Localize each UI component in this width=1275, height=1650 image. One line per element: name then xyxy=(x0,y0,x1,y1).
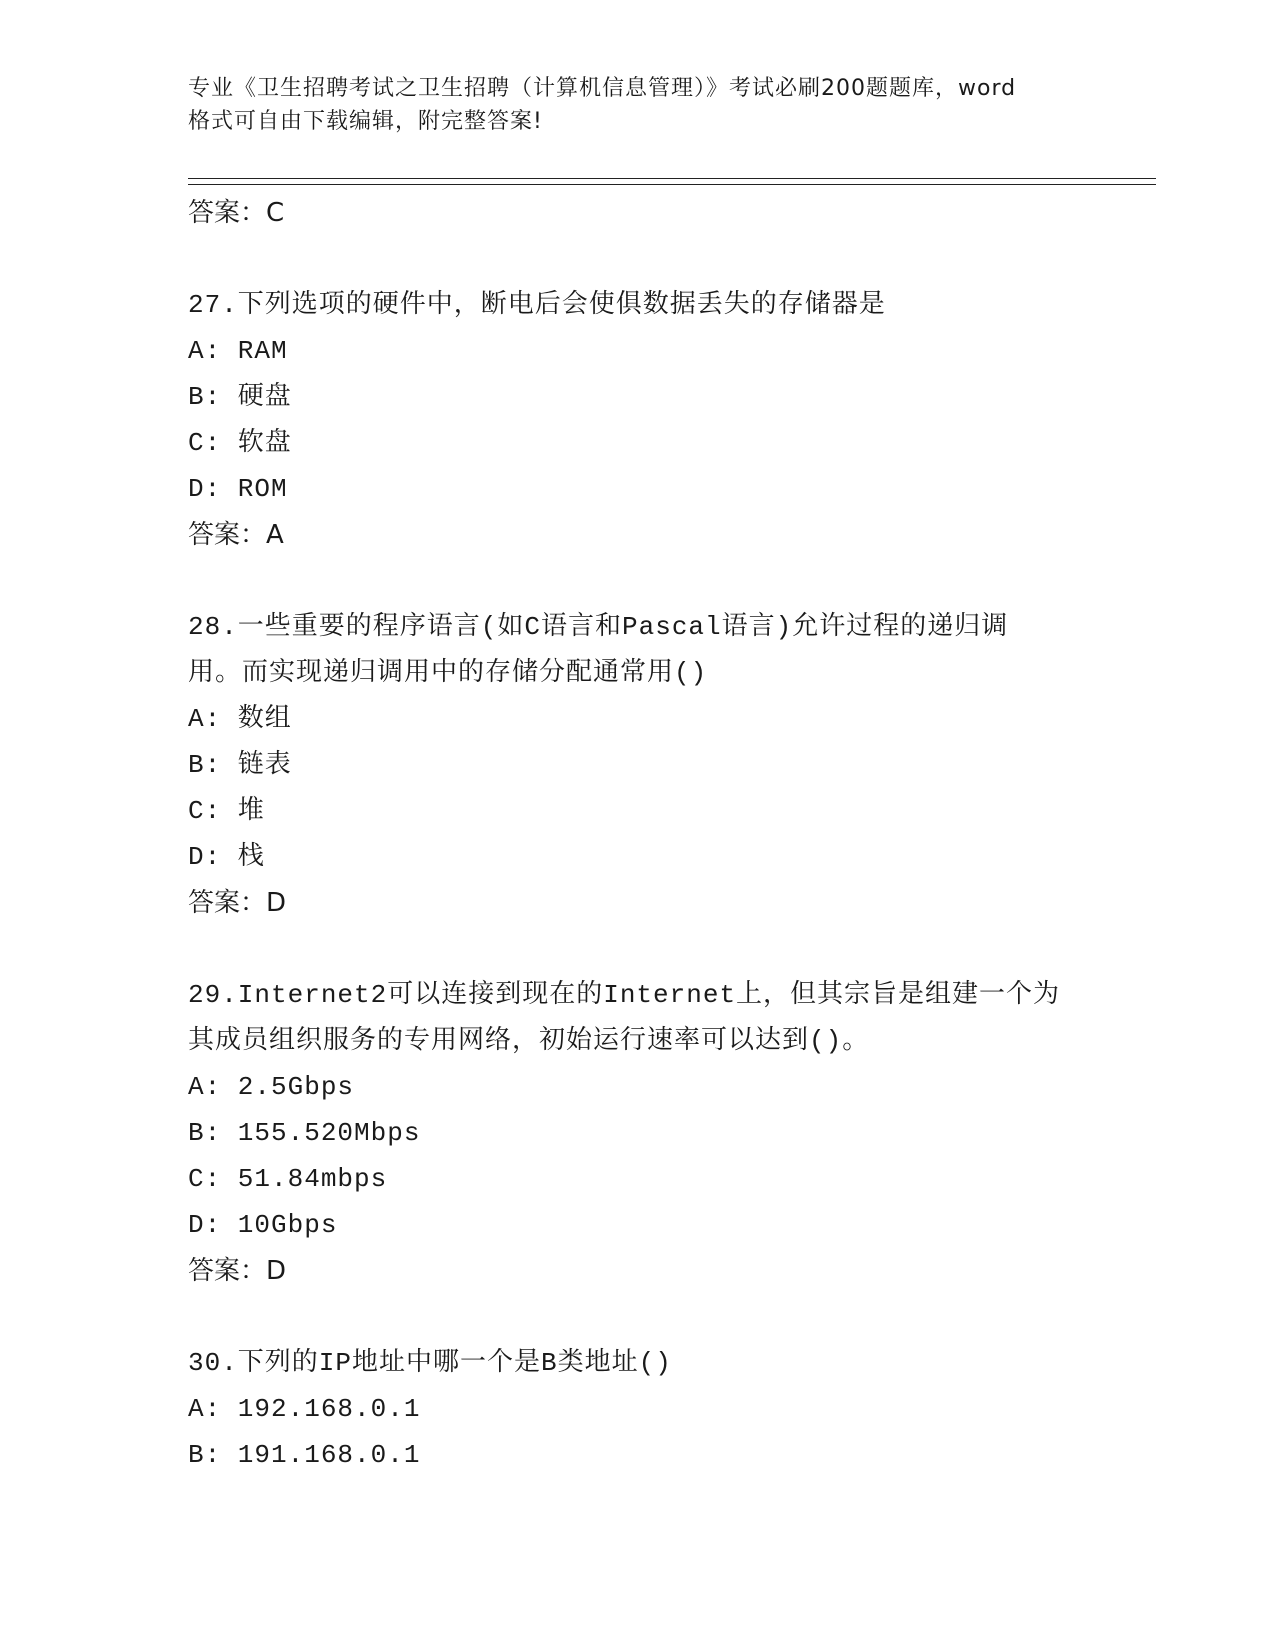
answer: 答案：D xyxy=(188,1256,287,1286)
header-divider-top xyxy=(188,178,1156,179)
answer: 答案：A xyxy=(188,520,284,550)
question-27 xyxy=(188,282,1128,558)
option-c: C: 51.84mbps xyxy=(188,1164,388,1194)
option-c: C: 软盘 xyxy=(188,428,292,458)
spacer xyxy=(188,558,1128,604)
option-a: A: 2.5Gbps xyxy=(188,1072,355,1102)
spacer xyxy=(188,1294,1128,1340)
option-a: A: RAM xyxy=(188,336,288,366)
question-text-line-1: 28.一些重要的程序语言(如C语言和Pascal语言)允许过程的递归调 xyxy=(188,612,1009,642)
option-a: A: 192.168.0.1 xyxy=(188,1394,421,1424)
question-28 xyxy=(188,604,1128,926)
option-d: D: 10Gbps xyxy=(188,1210,338,1240)
answer: 答案：D xyxy=(188,888,287,918)
previous-answer: 答案：C xyxy=(188,198,285,228)
option-c: C: 堆 xyxy=(188,796,265,826)
question-text-line-1: 29.Internet2可以连接到现在的Internet上，但其宗旨是组建一个为 xyxy=(188,980,1061,1010)
question-list xyxy=(188,190,1128,1478)
question-text: 27.下列选项的硬件中，断电后会使俱数据丢失的存储器是 xyxy=(188,290,886,320)
option-b: B: 链表 xyxy=(188,750,292,780)
option-d: D: ROM xyxy=(188,474,288,504)
spacer xyxy=(188,926,1128,972)
option-b: B: 191.168.0.1 xyxy=(188,1440,421,1470)
spacer xyxy=(188,236,1128,282)
option-b: B: 硬盘 xyxy=(188,382,292,412)
header-line-2: 格式可自由下载编辑，附完整答案! xyxy=(188,109,543,134)
question-text-line-2: 用。而实现递归调用中的存储分配通常用() xyxy=(188,658,708,688)
header-divider-bottom xyxy=(188,184,1156,185)
question-text: 30.下列的IP地址中哪一个是B类地址() xyxy=(188,1348,672,1378)
option-b: B: 155.520Mbps xyxy=(188,1118,421,1148)
option-a: A: 数组 xyxy=(188,704,292,734)
question-text-line-2: 其成员组织服务的专用网络，初始运行速率可以达到()。 xyxy=(188,1026,870,1056)
document-header xyxy=(188,72,1088,138)
option-d: D: 栈 xyxy=(188,842,265,872)
header-line-1: 专业《卫生招聘考试之卫生招聘（计算机信息管理）》考试必刷200题题库，word xyxy=(188,76,1017,101)
question-30 xyxy=(188,1340,1128,1478)
question-29 xyxy=(188,972,1128,1294)
